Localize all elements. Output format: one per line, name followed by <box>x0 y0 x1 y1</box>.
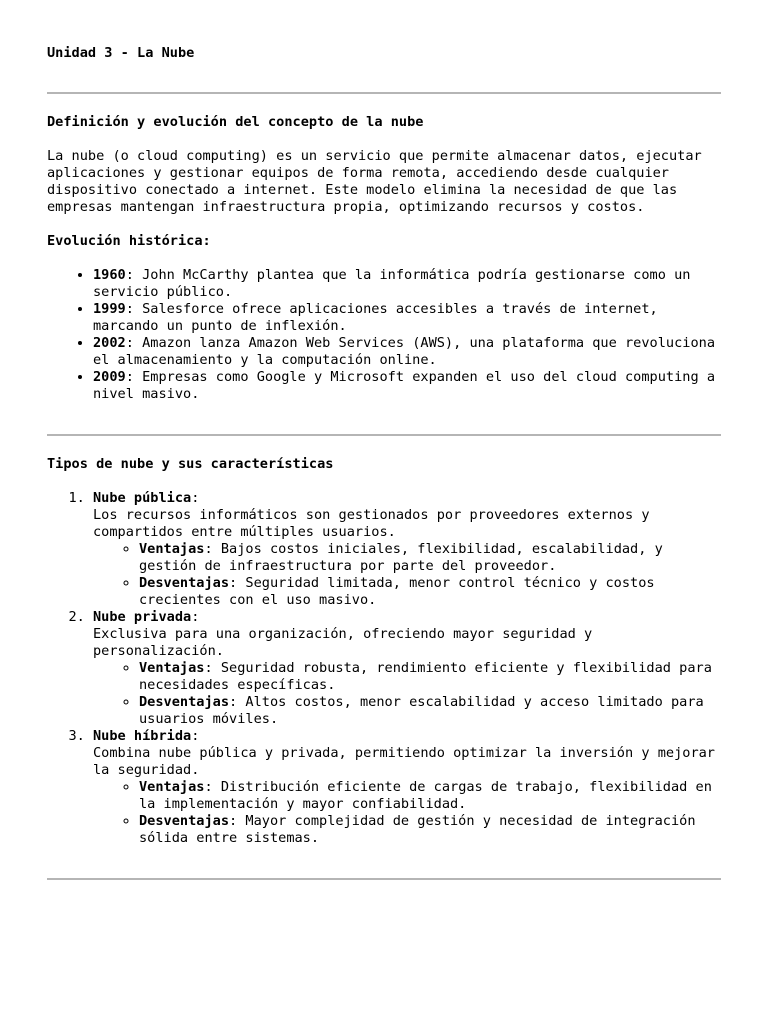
cloud-type-description: Exclusiva para una organización, ofreciendo mayor seguridad y personalización. <box>93 626 593 659</box>
history-year: 1960 <box>93 267 126 283</box>
history-text: : Salesforce ofrece aplicaciones accesibles a través de internet, marcando un punto de inflexión. <box>93 301 658 334</box>
cons-label: Desventajas <box>139 694 230 710</box>
history-year: 2002 <box>93 335 126 351</box>
cons-text: : Altos costos, menor escalabilidad y acceso limitado para usuarios móviles. <box>139 694 704 727</box>
pros-item <box>139 541 721 575</box>
cons-label: Desventajas <box>139 813 230 829</box>
definition-paragraph: La nube (o cloud computing) es un servicio que permite almacenar datos, ejecutar aplicaciones y gestionar equipos de forma remota, accediendo desde cualquier dispositivo conectado a internet. Este modelo elimina la necesidad de que las empresas mantengan infraestructura propia, optimizando recursos y costos. <box>47 148 702 215</box>
colon: : <box>191 609 200 625</box>
history-text: : Amazon lanza Amazon Web Services (AWS), una plataforma que revoluciona el almacenamiento y la computación online. <box>93 335 716 368</box>
pros-text: : Seguridad robusta, rendimiento eficiente y flexibilidad para necesidades específicas. <box>139 660 712 693</box>
cloud-type-name: Nube pública <box>93 490 192 506</box>
history-item <box>93 267 721 301</box>
history-label <box>47 233 721 250</box>
history-year: 2009 <box>93 369 126 385</box>
cons-text: : Mayor complejidad de gestión y necesidad de integración sólida entre sistemas. <box>139 813 696 846</box>
history-item <box>93 301 721 335</box>
pros-item <box>139 779 721 813</box>
pros-label: Ventajas <box>139 660 205 676</box>
cons-label: Desventajas <box>139 575 230 591</box>
cloud-types-list <box>47 490 721 847</box>
pros-cons-list <box>93 779 721 847</box>
divider-1 <box>47 92 721 94</box>
pros-label: Ventajas <box>139 779 205 795</box>
pros-text: : Distribución eficiente de cargas de trabajo, flexibilidad en la implementación y mayor confiabilidad. <box>139 779 712 812</box>
history-year: 1999 <box>93 301 126 317</box>
cloud-type-item <box>93 490 721 609</box>
cons-item <box>139 694 721 728</box>
divider-2 <box>47 434 721 436</box>
section-heading-types: Tipos de nube y sus características <box>47 456 334 472</box>
colon: : <box>191 728 200 744</box>
cons-item <box>139 575 721 609</box>
history-label-text: Evolución histórica: <box>47 233 211 249</box>
cloud-type-description: Combina nube pública y privada, permitiendo optimizar la inversión y mejorar la seguridad. <box>93 745 715 778</box>
pros-cons-list <box>93 541 721 609</box>
history-text: : Empresas como Google y Microsoft expanden el uso del cloud computing a nivel masivo. <box>93 369 716 402</box>
cloud-type-description: Los recursos informáticos son gestionados por proveedores externos y compartidos entre múltiples usuarios. <box>93 507 650 540</box>
cons-item <box>139 813 721 847</box>
cloud-type-item <box>93 609 721 728</box>
history-item <box>93 369 721 403</box>
cloud-type-item <box>93 728 721 847</box>
history-text: : John McCarthy plantea que la informática podría gestionarse como un servicio público. <box>93 267 691 300</box>
cons-text: : Seguridad limitada, menor control técnico y costos crecientes con el uso masivo. <box>139 575 655 608</box>
history-item <box>93 335 721 369</box>
colon: : <box>191 490 200 506</box>
page-title: Unidad 3 - La Nube <box>47 45 195 61</box>
pros-label: Ventajas <box>139 541 205 557</box>
history-list <box>47 267 721 403</box>
pros-item <box>139 660 721 694</box>
section-heading-definition: Definición y evolución del concepto de la nube <box>47 114 424 130</box>
pros-cons-list <box>93 660 721 728</box>
cloud-type-name: Nube privada <box>93 609 192 625</box>
divider-3 <box>47 878 721 880</box>
cloud-type-name: Nube híbrida <box>93 728 192 744</box>
pros-text: : Bajos costos iniciales, flexibilidad, escalabilidad, y gestión de infraestructura por parte del proveedor. <box>139 541 663 574</box>
